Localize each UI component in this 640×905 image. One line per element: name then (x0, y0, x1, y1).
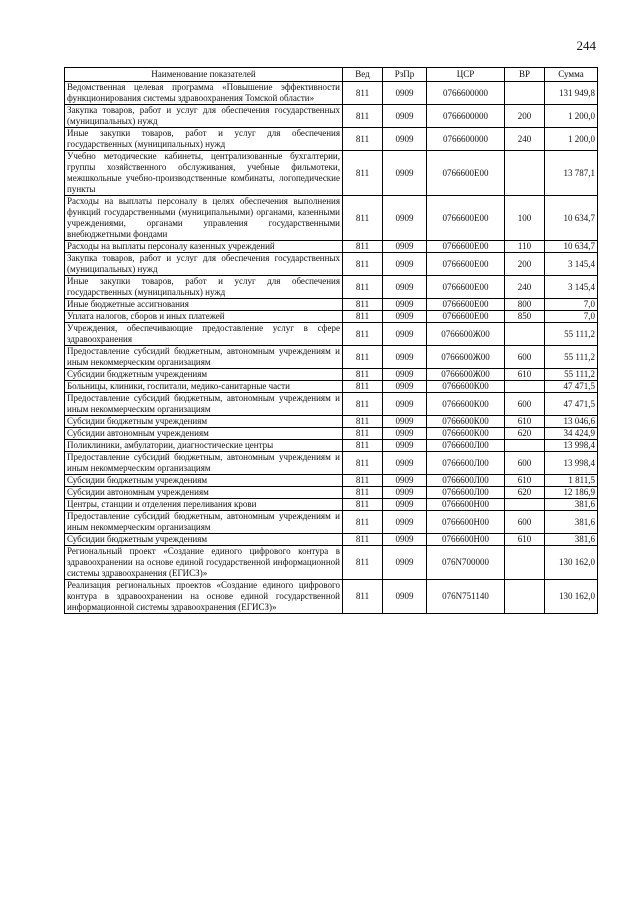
cell-csr: 0766600Ж00 (427, 346, 505, 369)
cell-name: Поликлиники, амбулатории, диагностические центры (65, 440, 343, 452)
cell-ved: 811 (343, 196, 383, 241)
cell-name: Уплата налогов, сборов и иных платежей (65, 311, 343, 323)
cell-rzpr: 0909 (383, 452, 427, 475)
cell-vr: 240 (505, 128, 545, 151)
cell-sum: 55 111,2 (545, 346, 598, 369)
cell-rzpr: 0909 (383, 546, 427, 580)
cell-ved: 811 (343, 276, 383, 299)
table-row (65, 241, 598, 253)
header-csr: ЦСР (427, 68, 505, 82)
cell-rzpr: 0909 (383, 381, 427, 393)
cell-name: Учреждения, обеспечивающие предоставление услуг в сфере здравоохранения (65, 323, 343, 346)
cell-name: Расходы на выплаты персоналу в целях обеспечения выполнения функций государственными (муниципальными) органами, казенными учреждениями, органами управления государственными внебюджетными фондами (65, 196, 343, 241)
cell-ved: 811 (343, 82, 383, 105)
cell-csr: 0766600Н00 (427, 511, 505, 534)
cell-csr: 0766600Л00 (427, 440, 505, 452)
cell-ved: 811 (343, 369, 383, 381)
cell-csr: 0766600Н00 (427, 499, 505, 511)
cell-sum: 12 186,9 (545, 487, 598, 499)
table-row (65, 381, 598, 393)
cell-rzpr: 0909 (383, 276, 427, 299)
cell-name: Предоставление субсидий бюджетным, автономным учреждениям и иным некоммерческим организациям (65, 346, 343, 369)
table-row (65, 299, 598, 311)
cell-sum: 381,6 (545, 534, 598, 546)
cell-vr: 620 (505, 428, 545, 440)
cell-vr (505, 323, 545, 346)
cell-sum: 381,6 (545, 511, 598, 534)
cell-csr: 0766600К00 (427, 416, 505, 428)
header-vr: ВР (505, 68, 545, 82)
cell-sum: 34 424,9 (545, 428, 598, 440)
budget-table (64, 67, 598, 614)
cell-csr: 0766600000 (427, 128, 505, 151)
cell-name: Реализация региональных проектов «Создание единого цифрового контура в здравоохранении на основе единой государственной информационной системы здравоохранения (ЕГИСЗ)» (65, 580, 343, 614)
cell-csr: 0766600Ж00 (427, 323, 505, 346)
header-sum: Сумма (545, 68, 598, 82)
cell-name: Закупка товаров, работ и услуг для обеспечения государственных (муниципальных) нужд (65, 253, 343, 276)
cell-ved: 811 (343, 499, 383, 511)
cell-rzpr: 0909 (383, 196, 427, 241)
cell-rzpr: 0909 (383, 416, 427, 428)
cell-rzpr: 0909 (383, 105, 427, 128)
cell-ved: 811 (343, 428, 383, 440)
cell-sum: 13 998,4 (545, 452, 598, 475)
cell-vr: 620 (505, 487, 545, 499)
cell-vr: 610 (505, 416, 545, 428)
cell-csr: 0766600Е00 (427, 299, 505, 311)
cell-vr: 600 (505, 511, 545, 534)
cell-vr (505, 381, 545, 393)
cell-sum: 3 145,4 (545, 253, 598, 276)
cell-csr: 0766600Н00 (427, 534, 505, 546)
cell-sum: 3 145,4 (545, 276, 598, 299)
cell-rzpr: 0909 (383, 241, 427, 253)
cell-name: Больницы, клиники, госпитали, медико-санитарные части (65, 381, 343, 393)
table-row (65, 499, 598, 511)
cell-vr: 600 (505, 393, 545, 416)
cell-vr: 610 (505, 369, 545, 381)
cell-sum: 131 949,8 (545, 82, 598, 105)
cell-vr (505, 151, 545, 196)
cell-rzpr: 0909 (383, 346, 427, 369)
cell-name: Центры, станции и отделения переливания крови (65, 499, 343, 511)
table-row (65, 151, 598, 196)
cell-sum: 55 111,2 (545, 323, 598, 346)
cell-csr: 0766600Е00 (427, 151, 505, 196)
cell-ved: 811 (343, 546, 383, 580)
cell-ved: 811 (343, 475, 383, 487)
cell-sum: 381,6 (545, 499, 598, 511)
cell-name: Ведомственная целевая программа «Повышение эффективности функционирования системы здравоохранения Томской области» (65, 82, 343, 105)
table-row (65, 440, 598, 452)
table-row (65, 546, 598, 580)
cell-csr: 0766600Ж00 (427, 369, 505, 381)
table-header-row (65, 68, 598, 82)
cell-ved: 811 (343, 346, 383, 369)
cell-csr: 076N751140 (427, 580, 505, 614)
cell-sum: 10 634,7 (545, 241, 598, 253)
cell-rzpr: 0909 (383, 428, 427, 440)
cell-sum: 130 162,0 (545, 580, 598, 614)
cell-csr: 0766600000 (427, 82, 505, 105)
table-row (65, 346, 598, 369)
table-row (65, 253, 598, 276)
table-row (65, 311, 598, 323)
header-name: Наименование показателей (65, 68, 343, 82)
table-row (65, 416, 598, 428)
cell-csr: 0766600Л00 (427, 452, 505, 475)
cell-vr: 610 (505, 534, 545, 546)
cell-sum: 55 111,2 (545, 369, 598, 381)
cell-rzpr: 0909 (383, 534, 427, 546)
cell-rzpr: 0909 (383, 299, 427, 311)
table-body (65, 82, 598, 614)
cell-ved: 811 (343, 299, 383, 311)
table-row (65, 128, 598, 151)
cell-name: Субсидии автономным учреждениям (65, 428, 343, 440)
cell-rzpr: 0909 (383, 82, 427, 105)
cell-vr: 600 (505, 452, 545, 475)
cell-csr: 0766600Е00 (427, 241, 505, 253)
cell-ved: 811 (343, 440, 383, 452)
header-ved: Вед (343, 68, 383, 82)
cell-ved: 811 (343, 105, 383, 128)
cell-rzpr: 0909 (383, 393, 427, 416)
cell-name: Предоставление субсидий бюджетным, автономным учреждениям и иным некоммерческим организациям (65, 452, 343, 475)
table-row (65, 511, 598, 534)
cell-name: Предоставление субсидий бюджетным, автономным учреждениям и иным некоммерческим организациям (65, 393, 343, 416)
cell-vr (505, 580, 545, 614)
cell-sum: 47 471,5 (545, 381, 598, 393)
cell-vr: 850 (505, 311, 545, 323)
cell-ved: 811 (343, 311, 383, 323)
cell-ved: 811 (343, 128, 383, 151)
cell-name: Субсидии бюджетным учреждениям (65, 369, 343, 381)
cell-name: Учебно методические кабинеты, централизованные бухгалтерии, группы хозяйственного обслуживания, учебные фильмотеки, межшкольные учебно-производственные комбинаты, логопедические пункты (65, 151, 343, 196)
cell-sum: 1 811,5 (545, 475, 598, 487)
page-number: 244 (576, 38, 596, 53)
cell-vr (505, 546, 545, 580)
table-row (65, 534, 598, 546)
cell-rzpr: 0909 (383, 440, 427, 452)
cell-ved: 811 (343, 393, 383, 416)
cell-sum: 1 200,0 (545, 128, 598, 151)
cell-sum: 1 200,0 (545, 105, 598, 128)
cell-csr: 0766600Е00 (427, 196, 505, 241)
cell-csr: 0766600К00 (427, 381, 505, 393)
table-row (65, 580, 598, 614)
cell-vr: 200 (505, 105, 545, 128)
table-row (65, 323, 598, 346)
cell-ved: 811 (343, 241, 383, 253)
cell-ved: 811 (343, 323, 383, 346)
cell-ved: 811 (343, 487, 383, 499)
table-row (65, 196, 598, 241)
cell-ved: 811 (343, 151, 383, 196)
cell-csr: 0766600Е00 (427, 311, 505, 323)
cell-sum: 10 634,7 (545, 196, 598, 241)
table-row (65, 452, 598, 475)
table-row (65, 105, 598, 128)
cell-vr: 110 (505, 241, 545, 253)
table-row (65, 82, 598, 105)
cell-vr: 800 (505, 299, 545, 311)
cell-name: Региональный проект «Создание единого цифрового контура в здравоохранении на основе единой государственной информационной системы здравоохранения (ЕГИСЗ)» (65, 546, 343, 580)
cell-name: Субсидии бюджетным учреждениям (65, 416, 343, 428)
cell-vr: 200 (505, 253, 545, 276)
cell-ved: 811 (343, 511, 383, 534)
cell-ved: 811 (343, 580, 383, 614)
cell-csr: 0766600Е00 (427, 253, 505, 276)
cell-sum: 47 471,5 (545, 393, 598, 416)
cell-csr: 0766600К00 (427, 428, 505, 440)
cell-name: Субсидии автономным учреждениям (65, 487, 343, 499)
cell-name: Закупка товаров, работ и услуг для обеспечения государственных (муниципальных) нужд (65, 105, 343, 128)
cell-name: Субсидии бюджетным учреждениям (65, 475, 343, 487)
table-row (65, 369, 598, 381)
cell-name: Иные закупки товаров, работ и услуг для обеспечения государственных (муниципальных) нужд (65, 128, 343, 151)
cell-rzpr: 0909 (383, 311, 427, 323)
cell-csr: 0766600К00 (427, 393, 505, 416)
cell-vr (505, 82, 545, 105)
cell-name: Расходы на выплаты персоналу казенных учреждений (65, 241, 343, 253)
cell-csr: 0766600Л00 (427, 487, 505, 499)
table-row (65, 428, 598, 440)
cell-sum: 130 162,0 (545, 546, 598, 580)
cell-sum: 13 998,4 (545, 440, 598, 452)
cell-vr (505, 499, 545, 511)
cell-sum: 7,0 (545, 299, 598, 311)
cell-rzpr: 0909 (383, 580, 427, 614)
cell-csr: 076N700000 (427, 546, 505, 580)
table-row (65, 475, 598, 487)
cell-rzpr: 0909 (383, 128, 427, 151)
cell-csr: 0766600000 (427, 105, 505, 128)
cell-name: Предоставление субсидий бюджетным, автономным учреждениям и иным некоммерческим организациям (65, 511, 343, 534)
table-row (65, 276, 598, 299)
table-row (65, 487, 598, 499)
cell-rzpr: 0909 (383, 511, 427, 534)
cell-ved: 811 (343, 381, 383, 393)
header-rzpr: РзПр (383, 68, 427, 82)
cell-csr: 0766600Л00 (427, 475, 505, 487)
cell-name: Иные бюджетные ассигнования (65, 299, 343, 311)
cell-ved: 811 (343, 253, 383, 276)
cell-ved: 811 (343, 416, 383, 428)
cell-sum: 13 787,1 (545, 151, 598, 196)
cell-rzpr: 0909 (383, 253, 427, 276)
cell-sum: 13 046,6 (545, 416, 598, 428)
cell-vr: 610 (505, 475, 545, 487)
cell-ved: 811 (343, 534, 383, 546)
cell-vr: 100 (505, 196, 545, 241)
cell-rzpr: 0909 (383, 369, 427, 381)
cell-csr: 0766600Е00 (427, 276, 505, 299)
table-row (65, 393, 598, 416)
cell-rzpr: 0909 (383, 475, 427, 487)
cell-rzpr: 0909 (383, 487, 427, 499)
cell-rzpr: 0909 (383, 499, 427, 511)
cell-vr (505, 440, 545, 452)
cell-rzpr: 0909 (383, 323, 427, 346)
cell-name: Иные закупки товаров, работ и услуг для обеспечения государственных (муниципальных) нужд (65, 276, 343, 299)
cell-vr: 240 (505, 276, 545, 299)
cell-sum: 7,0 (545, 311, 598, 323)
cell-name: Субсидии бюджетным учреждениям (65, 534, 343, 546)
cell-ved: 811 (343, 452, 383, 475)
cell-vr: 600 (505, 346, 545, 369)
cell-rzpr: 0909 (383, 151, 427, 196)
